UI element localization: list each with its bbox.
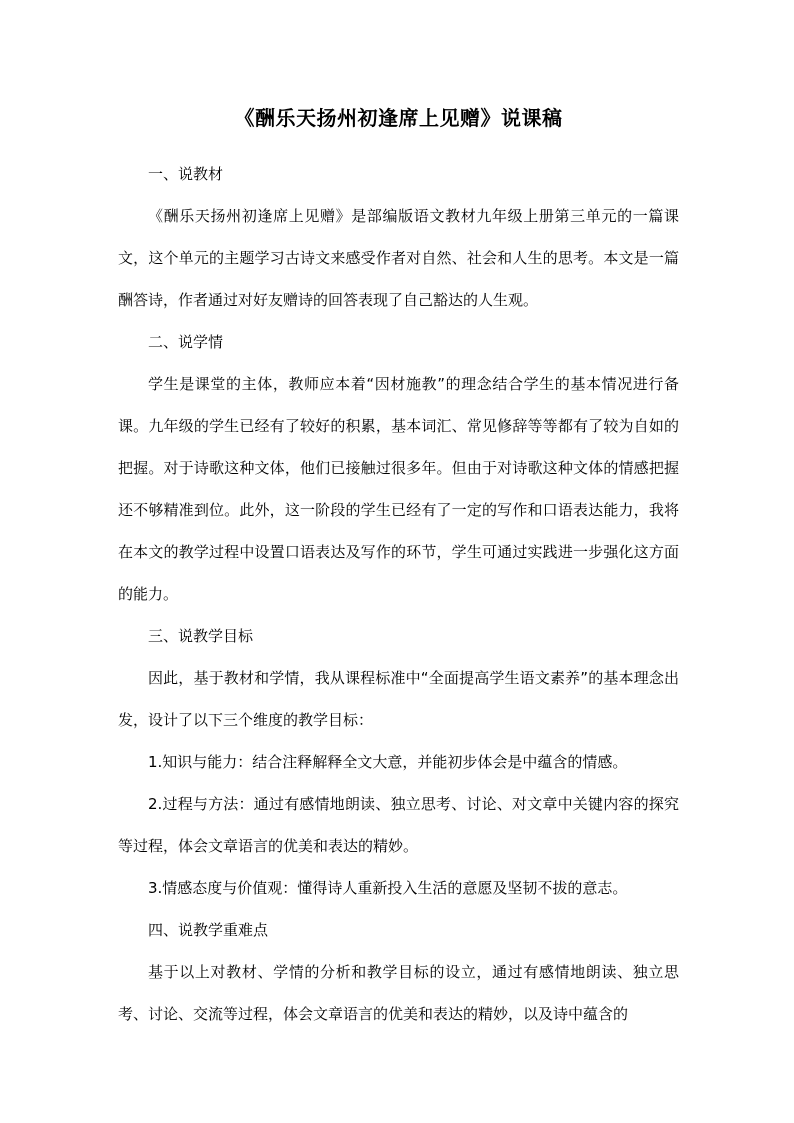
section-heading-objectives: 三、说教学目标 [148,627,254,645]
document-title: 《酬乐天扬州初逢席上见赠》说课稿 [234,106,563,130]
paragraph-objectives-intro: 因此，基于教材和学情，我从课程标准中“全面提高学生语文素养”的基本理念出发，设计了以下三个维度的教学目标： [118,669,679,729]
section-heading-key-points: 四、说教学重难点 [148,921,269,939]
section-heading-learners: 二、说学情 [148,333,224,351]
paragraph-textbook: 《酬乐天扬州初逢席上见赠》是部编版语文教材九年级上册第三单元的一篇课文，这个单元的主题学习古诗文来感受作者对自然、社会和人生的思考。本文是一篇酬答诗，作者通过对好友赠诗的回答表现了自己豁达的人生观。 [118,207,679,309]
section-heading-textbook: 一、说教材 [148,165,224,183]
objective-knowledge: 1.知识与能力：结合注释解释全文大意，并能初步体会是中蕴含的情感。 [148,753,628,771]
objective-attitude: 3.情感态度与价值观：懂得诗人重新投入生活的意愿及坚韧不拔的意志。 [148,879,628,897]
paragraph-learners: 学生是课堂的主体，教师应本着“因材施教”的理念结合学生的基本情况进行备课。九年级的学生已经有了较好的积累，基本词汇、常见修辞等等都有了较为自如的把握。对于诗歌这种文体，他们已接触过很多年。但由于对诗歌这种文体的情感把握还不够精准到位。此外，这一阶段的学生已经有了一定的写作和口语表达能力，我将在本文的教学过程中设置口语表达及写作的环节，学生可通过实践进一步强化这方面的能力。 [118,375,679,603]
paragraph-key-points: 基于以上对教材、学情的分析和教学目标的设立，通过有感情地朗读、独立思考、讨论、交流等过程，体会文章语言的优美和表达的精妙，以及诗中蕴含的 [118,963,679,1023]
objective-process: 2.过程与方法：通过有感情地朗读、独立思考、讨论、对文章中关键内容的探究等过程，体会文章语言的优美和表达的精妙。 [118,795,679,855]
